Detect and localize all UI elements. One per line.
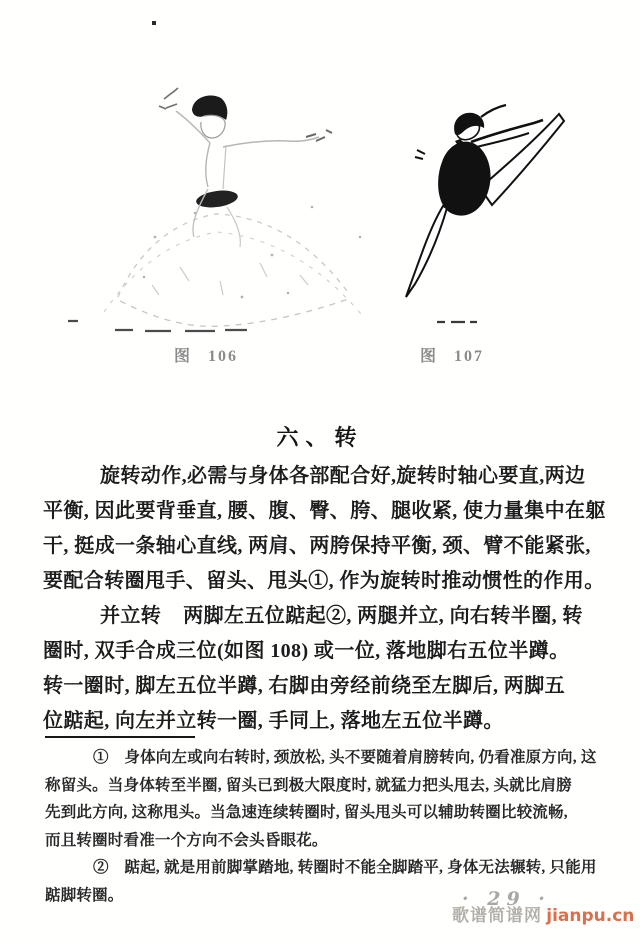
leaping-dancer-graphic bbox=[385, 100, 585, 335]
footnote-2-line2: 踮脚转圈。 bbox=[45, 886, 124, 904]
paragraph2-line1 bbox=[43, 599, 603, 634]
paragraph1-line2: 平衡, 因此要背垂直, 腰、腹、臀、胯、腿收紧, 使力量集中在躯 bbox=[43, 500, 606, 522]
paragraph2-line2: 圈时, 双手合成三位(如图 108) 或一位, 落地脚右五位半蹲。 bbox=[43, 640, 570, 662]
body-text bbox=[43, 459, 606, 739]
footnote-divider bbox=[45, 736, 195, 738]
footnote-1-line2: 称留头。当身体转至半圈, 留头已到极大限度时, 就猛力把头甩去, 头就比肩膀 bbox=[45, 776, 572, 794]
dancer-sketch-graphic bbox=[60, 85, 390, 337]
scan-speck bbox=[152, 21, 156, 25]
paragraph1-line4: 要配合转圈甩手、留头、甩头①, 作为旋转时推动惯性的作用。 bbox=[43, 570, 605, 592]
section-heading: 六、转 bbox=[276, 425, 364, 450]
dance-term: 并立转 bbox=[100, 605, 162, 627]
paragraph1-line1: 旋转动作,必需与身体各部配合好,旋转时轴心要直,两边 bbox=[100, 465, 586, 487]
footnote-1-line3: 先到此方向, 这称甩头。当急速连续转圈时, 留头甩头可以辅助转圈比较流畅, bbox=[45, 804, 568, 821]
footnote-1-line1: ① 身体向左或向右转时, 颈放松, 头不要随着肩膀转向, 仍看准原方向, 这 bbox=[93, 749, 597, 766]
footnotes bbox=[45, 744, 605, 909]
footnote-1-line4: 而且转圈时看准一个方向不会头昏眼花。 bbox=[45, 831, 328, 849]
figure-107-illustration bbox=[385, 100, 585, 335]
figure-107-caption: 图 107 bbox=[420, 348, 485, 365]
paragraph2-line3: 转一圈时, 脚左五位半蹲, 右脚由旁经前绕至左脚后, 两脚五 bbox=[43, 675, 565, 697]
page-number: · 29 · bbox=[462, 888, 551, 910]
footnote-2-line1: ② 踮起, 就是用前脚掌踏地, 转圈时不能全脚踏平, 身体无法辗转, 只能用 bbox=[93, 859, 597, 876]
figure-106-illustration bbox=[60, 85, 390, 337]
watermark-site-name: 歌谱简谱网 bbox=[452, 906, 542, 925]
figure-106-caption: 图 106 bbox=[174, 348, 239, 365]
paragraph1-line3: 干, 挺成一条轴心直线, 两肩、两胯保持平衡, 颈、臂不能紧张, bbox=[43, 535, 591, 557]
paragraph2-line1-text: 两脚左五位踮起②, 两腿并立, 向右转半圈, 转 bbox=[183, 605, 583, 627]
watermark-site-url: jianpu.cn bbox=[546, 906, 635, 926]
watermark bbox=[452, 901, 634, 926]
paragraph2-line4: 位踮起, 向左并立转一圈, 手同上, 落地左五位半蹲。 bbox=[43, 710, 504, 732]
